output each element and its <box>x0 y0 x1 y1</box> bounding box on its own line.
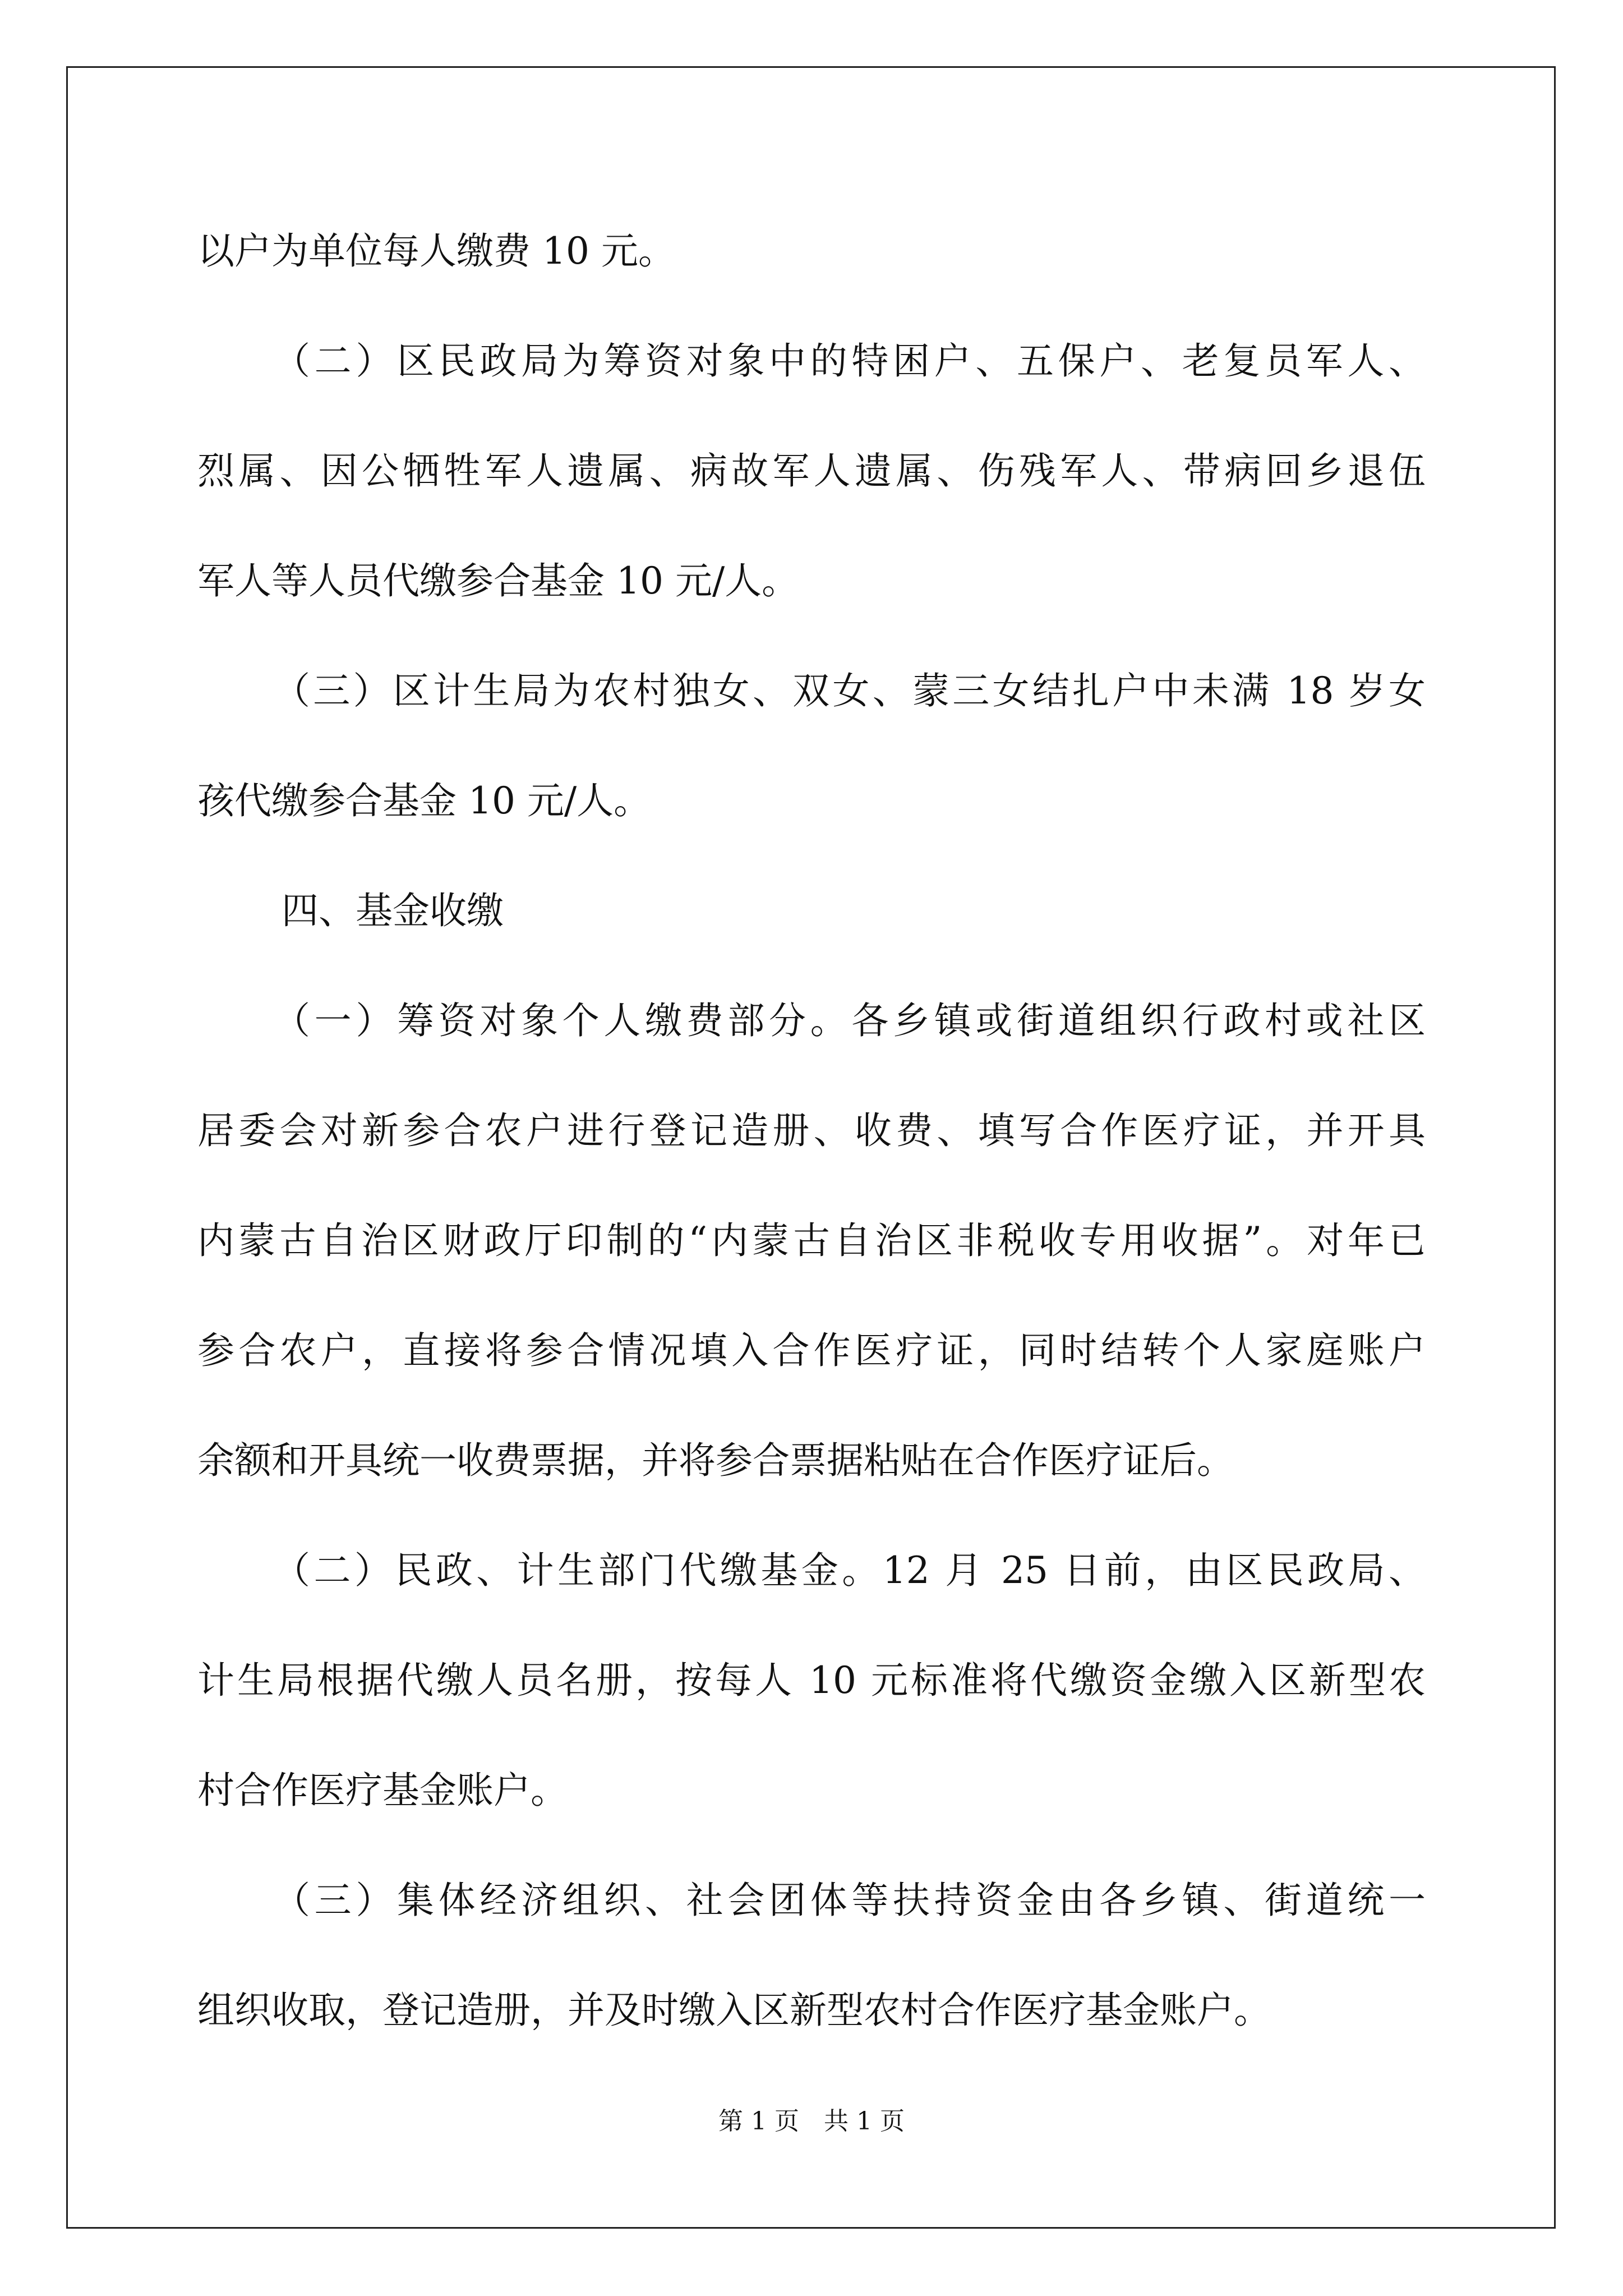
text-line-11: 参合农户，直接将参合情况填入合作医疗证，同时结转个人家庭账户 <box>197 1329 1426 1372</box>
text-line-10: 内蒙古自治区财政厅印制的“内蒙古自治区非税收专用收据”。对年已 <box>197 1219 1426 1262</box>
page-number-label: 第 1 页 共 1 页 <box>718 2107 905 2136</box>
page-footer <box>0 2105 1623 2138</box>
text-line-6: 孩代缴参合基金 10 元/人。 <box>197 779 651 822</box>
text-line-1: 以户为单位每人缴费 10 元。 <box>197 229 675 273</box>
text-line-13: （二）民政、计生部门代缴基金。12 月 25 日前，由区民政局、 <box>273 1549 1426 1592</box>
text-line-9: 居委会对新参合农户进行登记造册、收费、填写合作医疗证，并开具 <box>197 1109 1426 1152</box>
text-line-4: 军人等人员代缴参合基金 10 元/人。 <box>197 559 799 602</box>
text-line-15: 村合作医疗基金账户。 <box>197 1769 568 1812</box>
text-line-8: （一）筹资对象个人缴费部分。各乡镇或街道组织行政村或社区 <box>273 999 1426 1042</box>
text-line-17: 组织收取，登记造册，并及时缴入区新型农村合作医疗基金账户。 <box>197 1989 1271 2032</box>
document-body <box>197 196 1426 2065</box>
text-line-16: （三）集体经济组织、社会团体等扶持资金由各乡镇、街道统一 <box>273 1879 1426 1922</box>
text-line-3: 烈属、因公牺牲军人遗属、病故军人遗属、伤残军人、带病回乡退伍 <box>197 449 1426 493</box>
text-line-5: （三）区计生局为农村独女、双女、蒙三女结扎户中未满 18 岁女 <box>273 669 1426 712</box>
text-line-14: 计生局根据代缴人员名册，按每人 10 元标准将代缴资金缴入区新型农 <box>197 1659 1426 1702</box>
text-line-12: 余额和开具统一收费票据，并将参合票据粘贴在合作医疗证后。 <box>197 1439 1234 1482</box>
text-line-2: （二）区民政局为筹资对象中的特困户、五保户、老复员军人、 <box>273 339 1426 383</box>
section-heading: 四、基金收缴 <box>282 889 504 932</box>
